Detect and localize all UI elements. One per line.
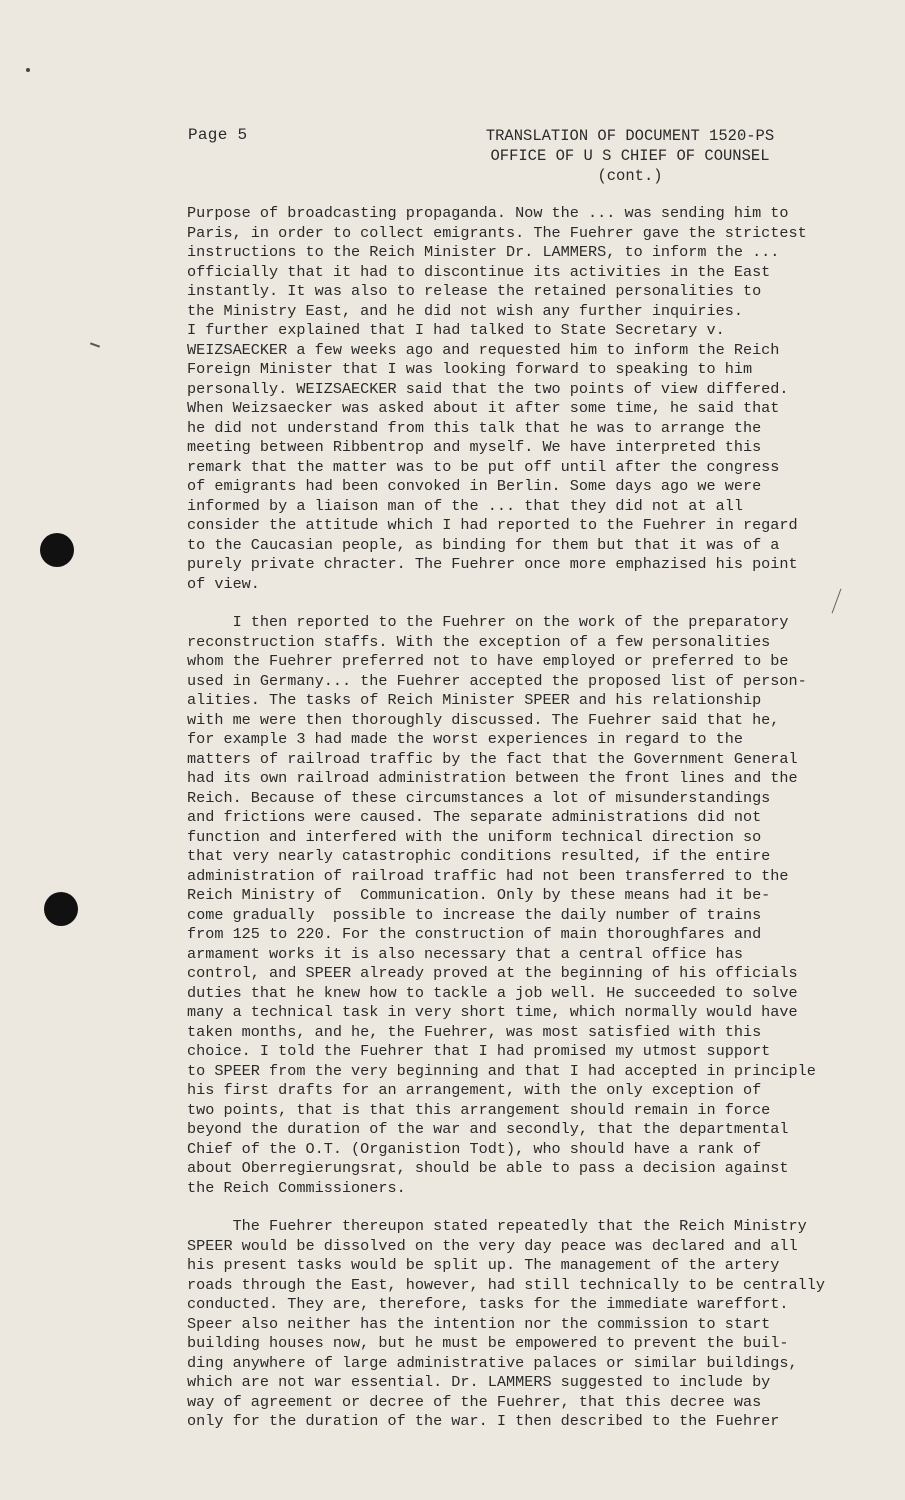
text-line: two points, that is that this arrangement should remain in force: [187, 1100, 771, 1119]
text-line: instructions to the Reich Minister Dr. LAMMERS, to inform the ...: [187, 243, 780, 261]
text-line: his first drafts for an arrangement, with the only exception of: [187, 1081, 762, 1099]
text-line: When Weizsaecker was asked about it after some time, he said that: [187, 399, 780, 417]
text-line: ding anywhere of large administrative palaces or similar buildings,: [187, 1353, 798, 1372]
text-line: he did not understand from this talk that he was to arrange the: [187, 418, 762, 437]
text-line: informed by a liaison man of the ... that they did not at all: [187, 496, 743, 515]
text-line: personally. WEIZSAECKER said that the two points of view differed.: [187, 379, 789, 398]
text-line: armament works it is also necessary that a central office has: [187, 944, 743, 963]
text-line: with me were then thoroughly discussed. The Fuehrer said that he,: [187, 710, 780, 729]
text-line: beyond the duration of the war and secondly, that the departmental: [187, 1120, 789, 1138]
text-line: of view.: [187, 574, 260, 593]
text-line: building houses now, but he must be empowered to prevent the buil-: [187, 1334, 789, 1352]
text-line: Foreign Minister that I was looking forward to speaking to him: [187, 360, 753, 378]
text-line: and frictions were caused. The separate administrations did not: [187, 808, 762, 826]
text-line: control, and SPEER already proved at the beginning of his officials: [187, 964, 798, 982]
text-line: which are not war essential. Dr. LAMMERS suggested to include by: [187, 1373, 771, 1391]
header-cont: (cont.): [597, 167, 663, 185]
text-line: alities. The tasks of Reich Minister SPEER and his relationship: [187, 691, 762, 709]
text-line: I then reported to the Fuehrer on the work of the preparatory: [187, 613, 789, 631]
paragraph-1: [187, 204, 847, 594]
text-line: for example 3 had made the worst experiences in regard to the: [187, 730, 743, 748]
text-line: meeting between Ribbentrop and myself. We have interpreted this: [187, 438, 762, 456]
document-header: [420, 126, 840, 186]
paragraph-2: [187, 613, 847, 1198]
text-line: WEIZSAECKER a few weeks ago and requested him to inform the Reich: [187, 340, 780, 359]
page-number: Page 5: [188, 126, 248, 144]
text-line: to SPEER from the very beginning and that I had accepted in principle: [187, 1061, 816, 1080]
paper-mark: [90, 342, 100, 347]
text-line: used in Germany... the Fuehrer accepted the proposed list of person-: [187, 671, 807, 690]
text-line: administration of railroad traffic had not been transferred to the: [187, 866, 789, 885]
text-line: that very nearly catastrophic conditions resulted, if the entire: [187, 847, 771, 865]
text-line: Paris, in order to collect emigrants. The Fuehrer gave the strictest: [187, 223, 807, 242]
text-line: from 125 to 220. For the construction of main thoroughfares and: [187, 925, 762, 943]
text-line: Purpose of broadcasting propaganda. Now the ... was sending him to: [187, 204, 789, 222]
paragraph-3: [187, 1217, 847, 1432]
text-line: The Fuehrer thereupon stated repeatedly that the Reich Ministry: [187, 1217, 807, 1235]
text-line: matters of railroad traffic by the fact that the Government General: [187, 749, 798, 768]
text-line: his present tasks would be split up. The management of the artery: [187, 1256, 780, 1274]
text-line: taken months, and he, the Fuehrer, was most satisfied with this: [187, 1022, 762, 1041]
text-line: Chief of the O.T. (Organistion Todt), who should have a rank of: [187, 1139, 762, 1158]
text-line: the Ministry East, and he did not wish any further inquiries.: [187, 301, 743, 320]
text-line: function and interfered with the uniform technical direction so: [187, 827, 762, 846]
text-line: had its own railroad administration between the front lines and the: [187, 769, 798, 787]
text-line: instantly. It was also to release the retained personalities to: [187, 282, 762, 300]
text-line: to the Caucasian people, as binding for them but that it was of a: [187, 535, 780, 554]
text-line: I further explained that I had talked to State Secretary v.: [187, 321, 725, 339]
text-line: Speer also neither has the intention nor the commission to start: [187, 1314, 771, 1333]
header-title: TRANSLATION OF DOCUMENT 1520-PS: [485, 127, 775, 145]
text-line: Reich. Because of these circumstances a lot of misunderstandings: [187, 788, 771, 807]
text-line: officially that it had to discontinue its activities in the East: [187, 262, 771, 281]
text-line: come gradually possible to increase the daily number of trains: [187, 905, 762, 924]
text-line: purely private chracter. The Fuehrer once more emphazised his point: [187, 555, 798, 573]
text-line: whom the Fuehrer preferred not to have employed or preferred to be: [187, 652, 789, 670]
text-line: the Reich Commissioners.: [187, 1178, 406, 1197]
text-line: only for the duration of the war. I then described to the Fuehrer: [187, 1412, 780, 1430]
text-line: remark that the matter was to be put off until after the congress: [187, 457, 780, 476]
text-line: reconstruction staffs. With the exception of a few personalities: [187, 632, 771, 651]
text-line: conducted. They are, therefore, tasks for the immediate wareffort.: [187, 1295, 789, 1313]
text-line: SPEER would be dissolved on the very day peace was declared and all: [187, 1236, 798, 1255]
paper-speck: [26, 68, 30, 72]
text-line: consider the attitude which I had reported to the Fuehrer in regard: [187, 516, 798, 534]
text-line: of emigrants had been convoked in Berlin. Some days ago we were: [187, 477, 762, 495]
text-line: many a technical task in very short time, which normally would have: [187, 1003, 798, 1021]
punch-hole-top: [40, 533, 74, 567]
header-office: OFFICE OF U S CHIEF OF COUNSEL: [490, 147, 770, 165]
text-line: way of agreement or decree of the Fuehrer, that this decree was: [187, 1392, 762, 1411]
text-line: about Oberregierungsrat, should be able to pass a decision against: [187, 1159, 789, 1177]
punch-hole-bottom: [44, 892, 78, 926]
text-line: duties that he knew how to tackle a job well. He succeeded to solve: [187, 983, 798, 1002]
text-line: roads through the East, however, had still technically to be centrally: [187, 1275, 825, 1294]
text-line: choice. I told the Fuehrer that I had promised my utmost support: [187, 1042, 771, 1060]
text-line: Reich Ministry of Communication. Only by these means had it be-: [187, 886, 771, 904]
